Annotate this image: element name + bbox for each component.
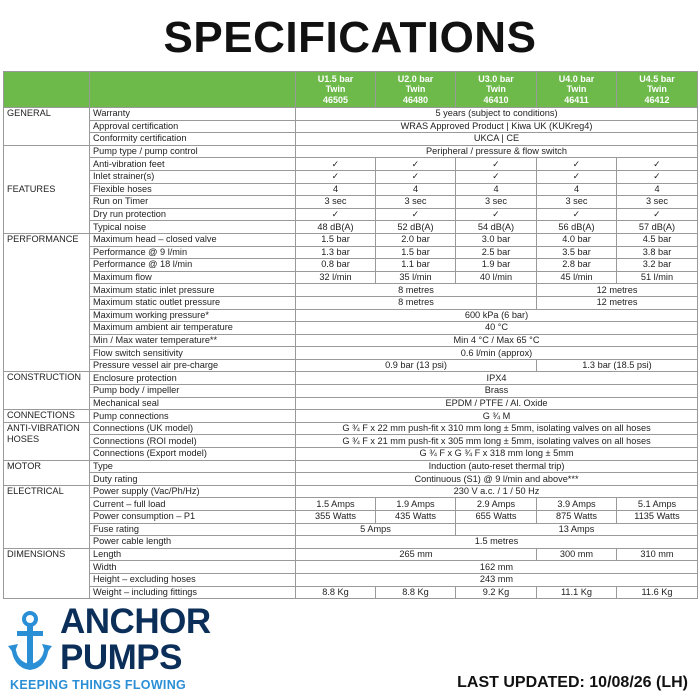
table-row [4, 410, 698, 423]
spec-value: ✓ [537, 208, 617, 221]
spec-value: 1.3 bar [296, 246, 376, 259]
spec-value: 1.5 bar [376, 246, 456, 259]
spec-label: Pressure vessel air pre-charge [90, 359, 296, 372]
table-row [4, 523, 698, 536]
table-row [4, 397, 698, 410]
table-row [4, 334, 698, 347]
spec-value: 4 [617, 183, 698, 196]
spec-value: 355 Watts [296, 511, 376, 524]
brand-name-line2: PUMPS [60, 638, 182, 677]
spec-value: 4 [296, 183, 376, 196]
spec-value: ✓ [456, 158, 537, 171]
spec-value: 5 years (subject to conditions) [296, 108, 698, 121]
spec-value: 2.0 bar [376, 233, 456, 246]
spec-value: ✓ [456, 208, 537, 221]
spec-value: 4.0 bar [537, 233, 617, 246]
spec-label: Run on Timer [90, 196, 296, 209]
table-row [4, 233, 698, 246]
spec-value: 0.8 bar [296, 259, 376, 272]
spec-label: Fuse rating [90, 523, 296, 536]
table-row [4, 271, 698, 284]
model-header: U3.0 bar Twin 46410 [456, 72, 537, 108]
spec-value: G ¾ F x 21 mm push-fit x 305 mm long ± 5mm, isolating valves on all hoses [296, 435, 698, 448]
spec-value: 8.8 Kg [376, 586, 456, 599]
brand-name-line1: ANCHOR [60, 602, 211, 641]
spec-value: 310 mm [617, 548, 698, 561]
spec-value: ✓ [376, 208, 456, 221]
spec-value: 3 sec [456, 196, 537, 209]
table-row [4, 120, 698, 133]
spec-value: 40 l/min [456, 271, 537, 284]
last-updated: LAST UPDATED: 10/08/26 (LH) [457, 674, 688, 691]
spec-label: Approval certification [90, 120, 296, 133]
spec-value: ✓ [456, 170, 537, 183]
spec-value: 435 Watts [376, 511, 456, 524]
spec-value: 2.9 Amps [456, 498, 537, 511]
section-label: MOTOR [4, 460, 90, 485]
table-row [4, 561, 698, 574]
section-label: DIMENSIONS [4, 548, 90, 598]
spec-value: 1.5 Amps [296, 498, 376, 511]
spec-value: EPDM / PTFE / Al. Oxide [296, 397, 698, 410]
spec-value: 0.9 bar (13 psi) [296, 359, 537, 372]
spec-value: 5 Amps [296, 523, 456, 536]
spec-value: 5.1 Amps [617, 498, 698, 511]
spec-value: ✓ [296, 208, 376, 221]
spec-label: Flow switch sensitivity [90, 347, 296, 360]
table-row [4, 133, 698, 146]
spec-value: 48 dB(A) [296, 221, 376, 234]
table-row [4, 170, 698, 183]
spec-label: Duty rating [90, 473, 296, 486]
brand-tagline: KEEPING THINGS FLOWING [10, 678, 187, 692]
spec-value: 12 metres [537, 284, 698, 297]
spec-value: 300 mm [537, 548, 617, 561]
anchor-logo-icon [8, 610, 52, 674]
spec-value: 45 l/min [537, 271, 617, 284]
spec-value: WRAS Approved Product | Kiwa UK (KUKreg4) [296, 120, 698, 133]
spec-value: 230 V a.c. / 1 / 50 Hz [296, 485, 698, 498]
spec-label: Maximum static outlet pressure [90, 296, 296, 309]
spec-value: 4 [456, 183, 537, 196]
table-row [4, 586, 698, 599]
spec-value: 12 metres [537, 296, 698, 309]
spec-label: Min / Max water temperature** [90, 334, 296, 347]
section-label: CONSTRUCTION [4, 372, 90, 410]
spec-label: Current – full load [90, 498, 296, 511]
table-row [4, 448, 698, 461]
spec-value: 51 l/min [617, 271, 698, 284]
table-header-row [4, 72, 698, 108]
section-label: GENERAL [4, 108, 90, 146]
spec-value: 40 °C [296, 322, 698, 335]
spec-value: 1135 Watts [617, 511, 698, 524]
spec-value: UKCA | CE [296, 133, 698, 146]
spec-value: 1.5 bar [296, 233, 376, 246]
spec-value: 4 [376, 183, 456, 196]
spec-value: ✓ [617, 170, 698, 183]
spec-value: 8.8 Kg [296, 586, 376, 599]
spec-value: 35 l/min [376, 271, 456, 284]
model-header: U1.5 bar Twin 46505 [296, 72, 376, 108]
header-blank-label [90, 72, 296, 108]
spec-value: 54 dB(A) [456, 221, 537, 234]
spec-label: Pump type / pump control [90, 145, 296, 158]
spec-value: Induction (auto-reset thermal trip) [296, 460, 698, 473]
spec-value: 52 dB(A) [376, 221, 456, 234]
spec-value: Brass [296, 385, 698, 398]
spec-value: ✓ [376, 170, 456, 183]
section-label: ELECTRICAL [4, 485, 90, 548]
spec-label: Maximum head – closed valve [90, 233, 296, 246]
table-row [4, 259, 698, 272]
section-label: FEATURES [4, 145, 90, 233]
section-label: ANTI-VIBRATION HOSES [4, 422, 90, 460]
spec-label: Weight – including fittings [90, 586, 296, 599]
spec-value: 4 [537, 183, 617, 196]
spec-value: 3.0 bar [456, 233, 537, 246]
model-header: U4.5 bar Twin 46412 [617, 72, 698, 108]
spec-value: 4.5 bar [617, 233, 698, 246]
table-row [4, 498, 698, 511]
spec-label: Dry run protection [90, 208, 296, 221]
table-row [4, 158, 698, 171]
spec-label: Power consumption – P1 [90, 511, 296, 524]
table-row [4, 246, 698, 259]
spec-value: 11.1 Kg [537, 586, 617, 599]
spec-value: 56 dB(A) [537, 221, 617, 234]
spec-value: ✓ [296, 170, 376, 183]
spec-label: Pump connections [90, 410, 296, 423]
spec-value: 1.9 bar [456, 259, 537, 272]
model-header: U2.0 bar Twin 46480 [376, 72, 456, 108]
spec-value: 32 l/min [296, 271, 376, 284]
table-row [4, 372, 698, 385]
spec-label: Connections (ROI model) [90, 435, 296, 448]
spec-value: G ¾ F x G ¾ F x 318 mm long ± 5mm [296, 448, 698, 461]
spec-label: Type [90, 460, 296, 473]
spec-label: Anti-vibration feet [90, 158, 296, 171]
table-row [4, 196, 698, 209]
spec-value: Continuous (S1) @ 9 l/min and above*** [296, 473, 698, 486]
table-row [4, 485, 698, 498]
spec-value: ✓ [537, 158, 617, 171]
section-label: PERFORMANCE [4, 233, 90, 372]
spec-label: Length [90, 548, 296, 561]
spec-value: G ¾ M [296, 410, 698, 423]
table-row [4, 145, 698, 158]
spec-value: 162 mm [296, 561, 698, 574]
spec-label: Power cable length [90, 536, 296, 549]
spec-label: Connections (UK model) [90, 422, 296, 435]
header-blank-section [4, 72, 90, 108]
spec-value: ✓ [617, 208, 698, 221]
table-row [4, 385, 698, 398]
spec-value: ✓ [537, 170, 617, 183]
section-label: CONNECTIONS [4, 410, 90, 423]
brand-logo [60, 604, 211, 676]
spec-label: Pump body / impeller [90, 385, 296, 398]
table-row [4, 183, 698, 196]
spec-label: Maximum static inlet pressure [90, 284, 296, 297]
spec-value: 3.5 bar [537, 246, 617, 259]
spec-label: Mechanical seal [90, 397, 296, 410]
spec-value: 11.6 Kg [617, 586, 698, 599]
table-row [4, 511, 698, 524]
table-row [4, 422, 698, 435]
spec-value: Min 4 °C / Max 65 °C [296, 334, 698, 347]
spec-value: 265 mm [296, 548, 537, 561]
spec-value: 1.1 bar [376, 259, 456, 272]
table-row [4, 573, 698, 586]
model-header: U4.0 bar Twin 46411 [537, 72, 617, 108]
spec-value: 243 mm [296, 573, 698, 586]
table-row [4, 284, 698, 297]
spec-label: Conformity certification [90, 133, 296, 146]
spec-value: 3.2 bar [617, 259, 698, 272]
table-row [4, 359, 698, 372]
spec-value: 1.9 Amps [376, 498, 456, 511]
spec-label: Maximum flow [90, 271, 296, 284]
spec-value: 3 sec [617, 196, 698, 209]
spec-value: ✓ [296, 158, 376, 171]
spec-value: 3 sec [296, 196, 376, 209]
spec-label: Height – excluding hoses [90, 573, 296, 586]
spec-label: Maximum working pressure* [90, 309, 296, 322]
table-row [4, 221, 698, 234]
spec-value: 13 Amps [456, 523, 698, 536]
table-row [4, 208, 698, 221]
spec-label: Width [90, 561, 296, 574]
spec-label: Power supply (Vac/Ph/Hz) [90, 485, 296, 498]
table-row [4, 435, 698, 448]
table-row [4, 548, 698, 561]
spec-label: Typical noise [90, 221, 296, 234]
spec-value: 57 dB(A) [617, 221, 698, 234]
spec-value: 8 metres [296, 284, 537, 297]
table-row [4, 322, 698, 335]
spec-label: Flexible hoses [90, 183, 296, 196]
spec-value: 8 metres [296, 296, 537, 309]
spec-value: 875 Watts [537, 511, 617, 524]
page-title: SPECIFICATIONS [163, 13, 537, 62]
table-row [4, 536, 698, 549]
spec-label: Inlet strainer(s) [90, 170, 296, 183]
table-row [4, 108, 698, 121]
spec-value: 600 kPa (6 bar) [296, 309, 698, 322]
spec-label: Warranty [90, 108, 296, 121]
spec-value: 3 sec [537, 196, 617, 209]
spec-label: Maximum ambient air temperature [90, 322, 296, 335]
spec-value: 2.5 bar [456, 246, 537, 259]
spec-value: ✓ [376, 158, 456, 171]
specifications-table [3, 71, 698, 599]
spec-value: 3.9 Amps [537, 498, 617, 511]
spec-value: 655 Watts [456, 511, 537, 524]
spec-value: 1.5 metres [296, 536, 698, 549]
spec-value: 0.6 l/min (approx) [296, 347, 698, 360]
spec-label: Connections (Export model) [90, 448, 296, 461]
spec-value: 9.2 Kg [456, 586, 537, 599]
spec-value: 3 sec [376, 196, 456, 209]
table-row [4, 309, 698, 322]
table-row [4, 473, 698, 486]
table-row [4, 296, 698, 309]
spec-label: Performance @ 9 l/min [90, 246, 296, 259]
spec-label: Enclosure protection [90, 372, 296, 385]
spec-value: Peripheral / pressure & flow switch [296, 145, 698, 158]
spec-value: G ¾ F x 22 mm push-fit x 310 mm long ± 5mm, isolating valves on all hoses [296, 422, 698, 435]
spec-label: Performance @ 18 l/min [90, 259, 296, 272]
table-row [4, 347, 698, 360]
spec-value: ✓ [617, 158, 698, 171]
specifications-body [4, 108, 698, 599]
spec-value: 3.8 bar [617, 246, 698, 259]
spec-value: IPX4 [296, 372, 698, 385]
spec-value: 2.8 bar [537, 259, 617, 272]
table-row [4, 460, 698, 473]
spec-value: 1.3 bar (18.5 psi) [537, 359, 698, 372]
